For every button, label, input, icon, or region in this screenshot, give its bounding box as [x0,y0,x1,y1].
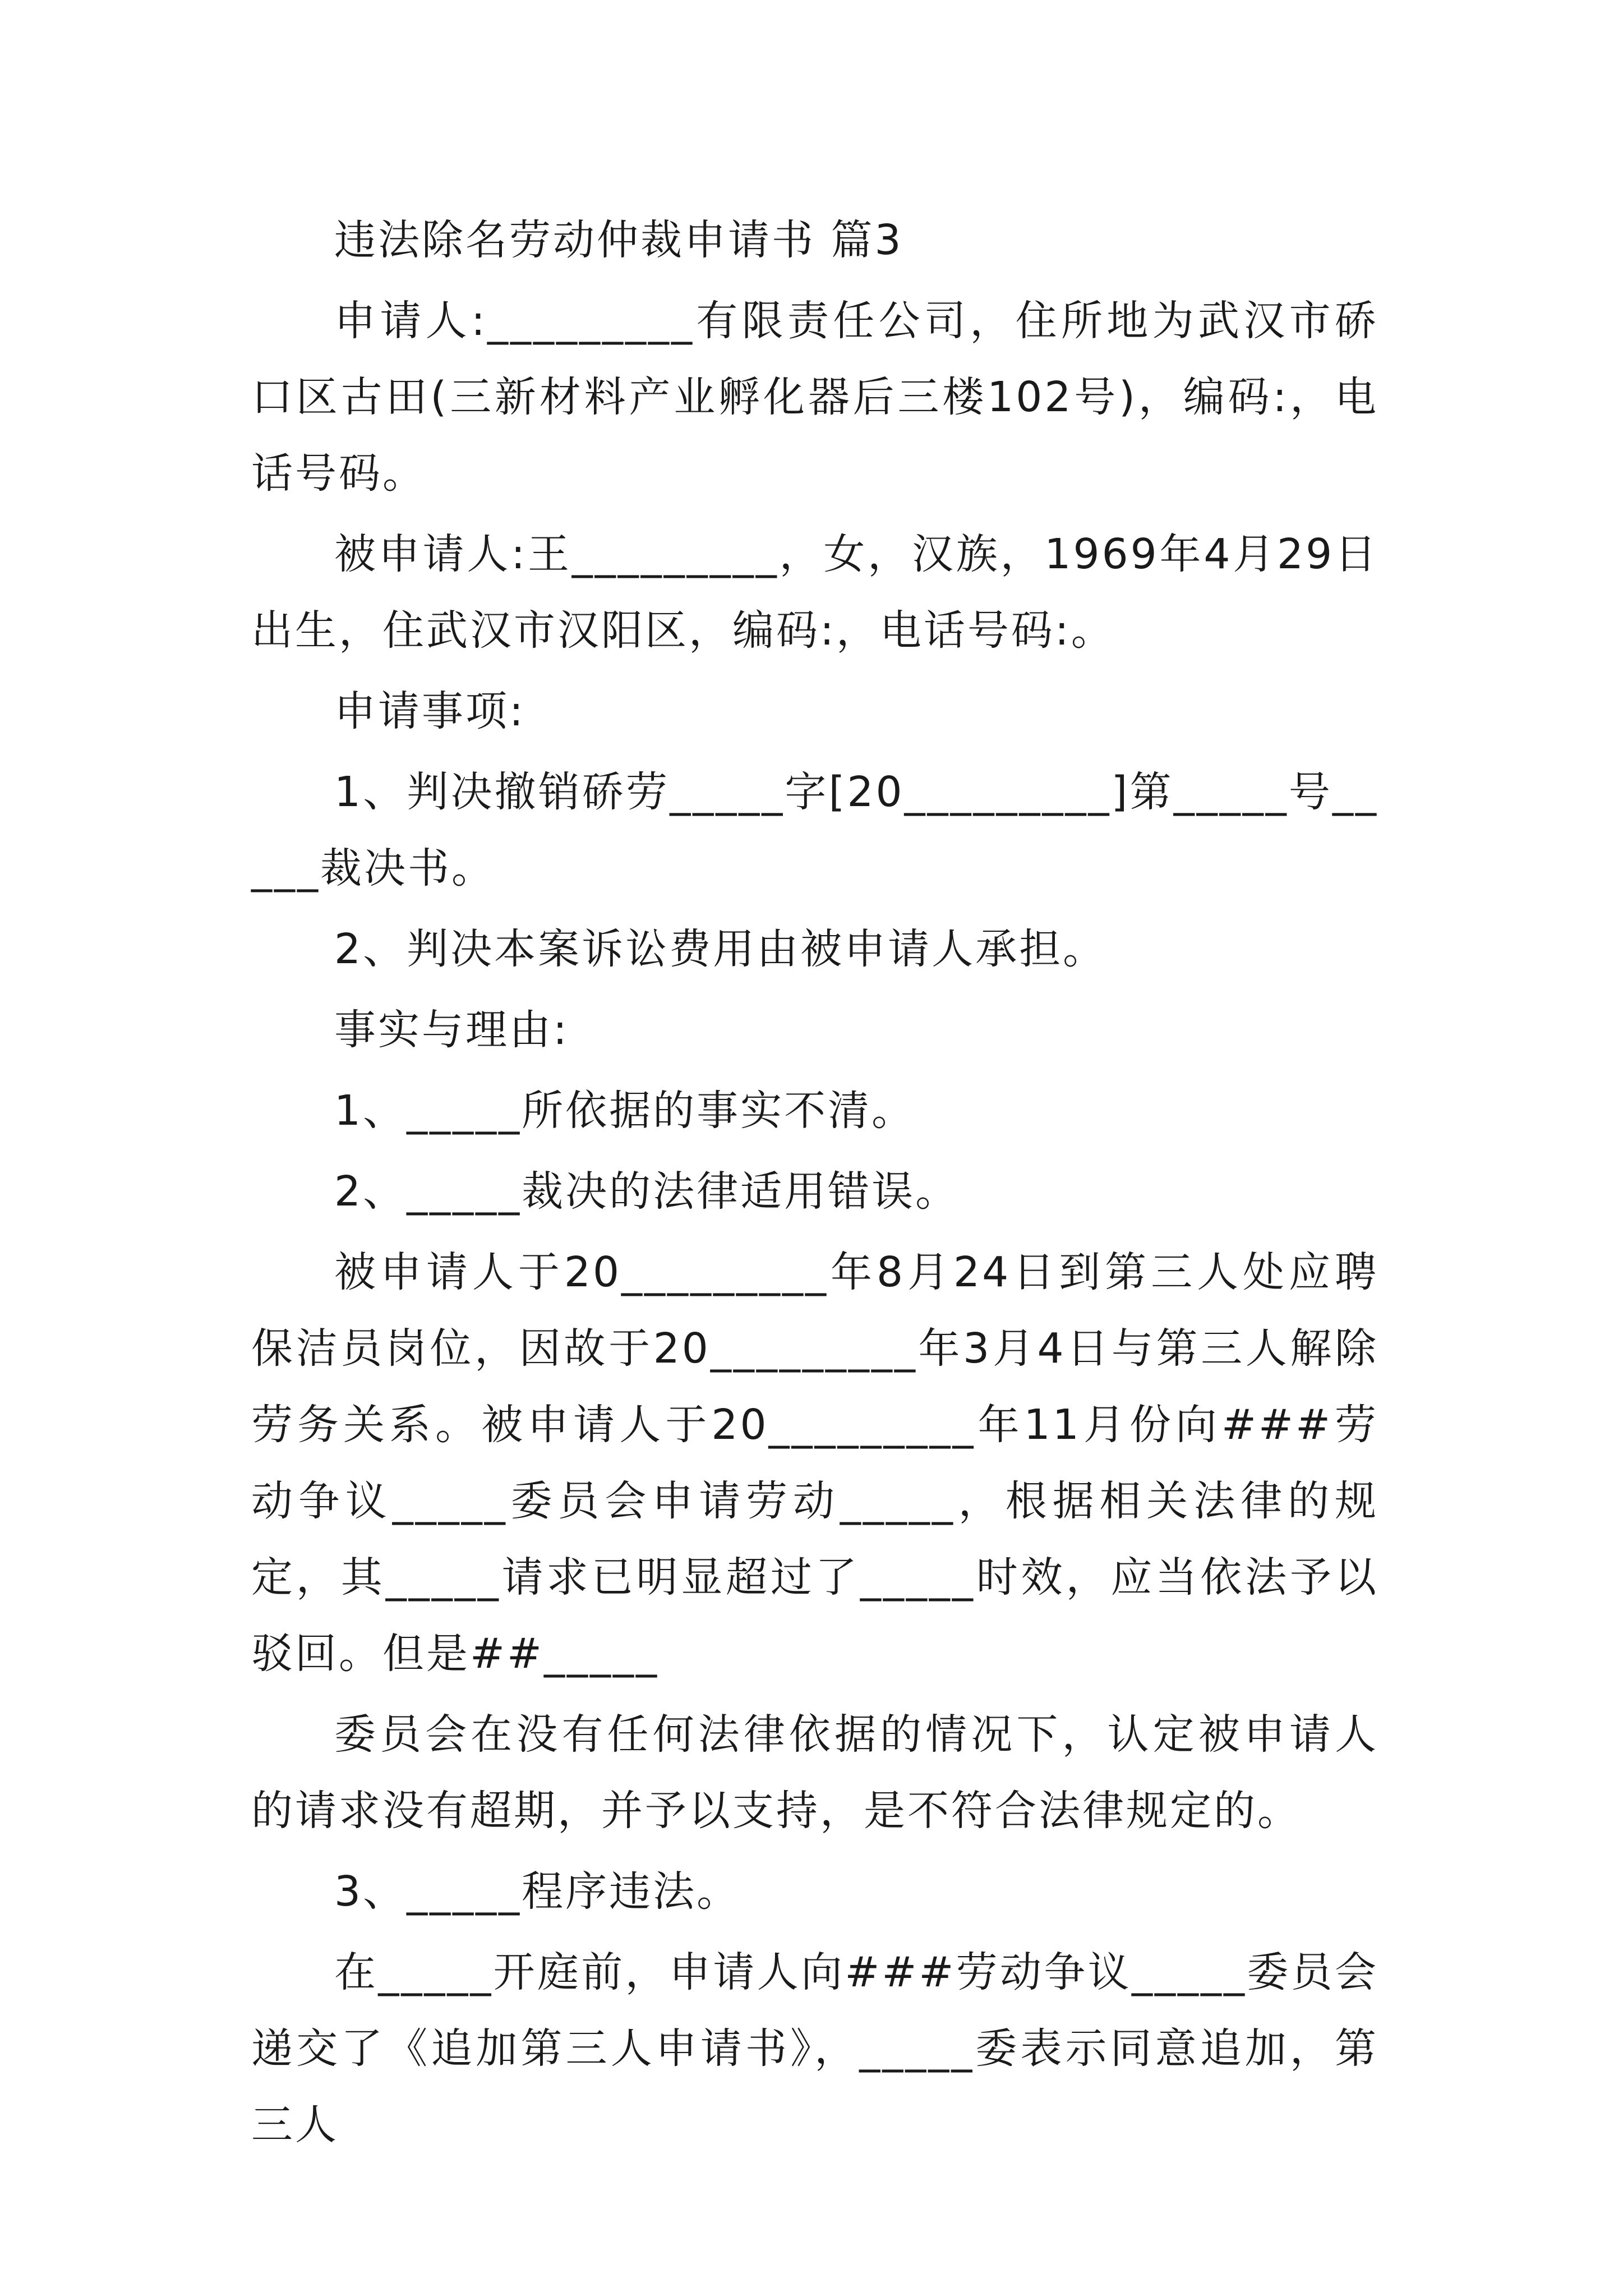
paragraph-fact-3: 3、_____程序违法。 [334,1867,741,1916]
document-title: 违法除名劳动仲裁申请书 篇3 [334,216,903,264]
paragraph-facts-heading: 事实与理由: [334,1006,569,1054]
paragraph-respondent: 被申请人:王_________，女，汉族，1969年4月29日出生，住武汉市汉阳区，编码:，电话号码:。 [251,530,1378,655]
paragraph-claims-heading: 申请事项: [334,687,525,735]
paragraph-fact-2-detail: 被申请人于20_________年8月24日到第三人处应聘保洁员岗位，因故于20_________年3月4日与第三人解除劳务关系。被申请人于20_________年11月份向###劳动争议_____委员会申请劳动_____，根据相关法律的规定，其_____请求已明显超过了_____时效，应当依法予以驳回。但是##_____ [251,1248,1378,1678]
paragraph-fact-2-continued: 委员会在没有任何法律依据的情况下，认定被申请人的请求没有超期，并予以支持，是不符合法律规定的。 [251,1710,1378,1835]
paragraph-claim-1: 1、判决撤销硚劳_____字[20_________]第_____号_____裁决书。 [251,768,1378,892]
paragraph-applicant: 申请人:_________有限责任公司，住所地为武汉市硚口区古田(三新材料产业孵化器后三楼102号)，编码:，电话号码。 [251,297,1378,498]
paragraph-fact-2: 2、_____裁决的法律适用错误。 [334,1167,960,1216]
paragraph-fact-1: 1、_____所依据的事实不清。 [334,1087,916,1135]
paragraph-claim-2: 2、判决本案诉讼费用由被申请人承担。 [334,925,1107,973]
document-body [251,202,1378,2168]
paragraph-fact-3-detail: 在_____开庭前，申请人向###劳动争议_____委员会递交了《追加第三人申请书》，_____委表示同意追加，第三人 [251,1948,1378,2149]
